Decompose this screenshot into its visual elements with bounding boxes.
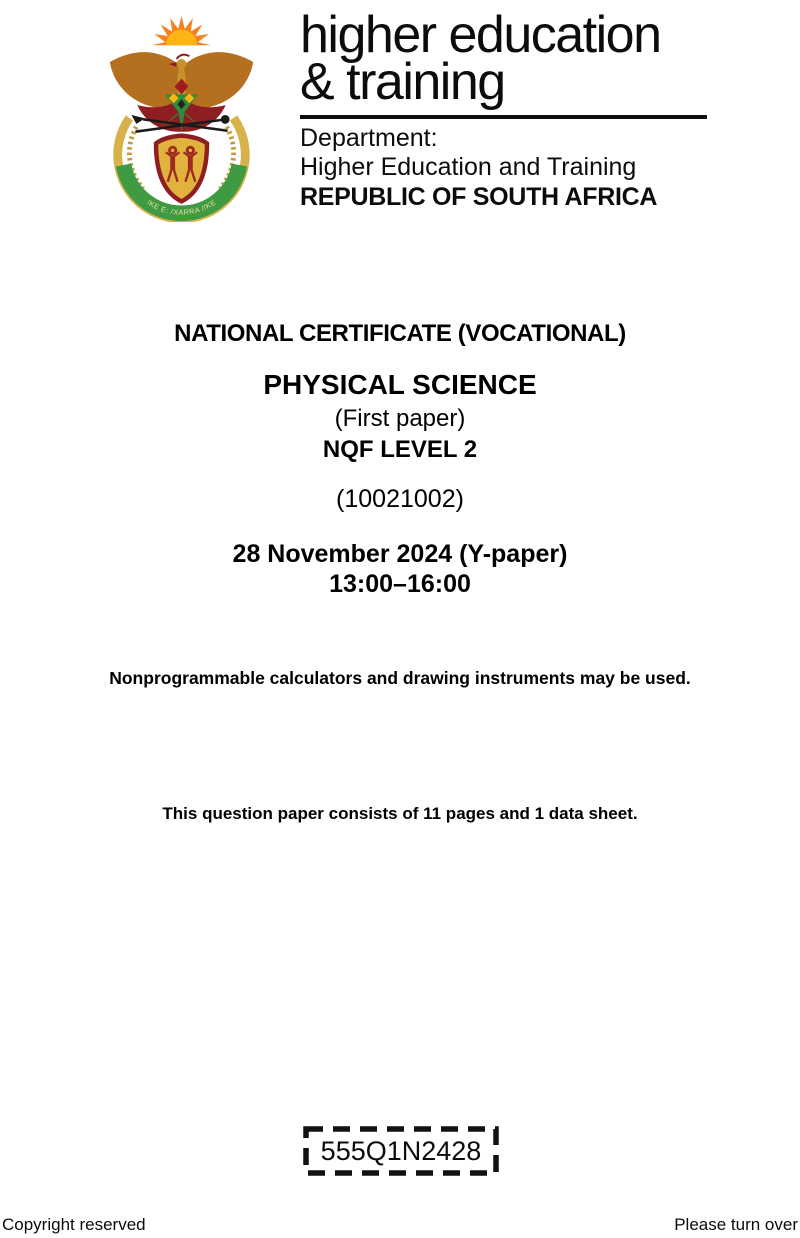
coat-of-arms-logo — [98, 8, 265, 222]
certificate-title: NATIONAL CERTIFICATE (VOCATIONAL) — [174, 320, 626, 347]
subject-title: PHYSICAL SCIENCE — [263, 369, 537, 400]
exam-code-box — [303, 1126, 499, 1176]
department-name: Higher Education and Training — [300, 153, 637, 182]
turn-over-note: Please turn over — [674, 1215, 798, 1234]
department-block — [300, 124, 657, 212]
pages-note: This question paper consists of 11 pages and 1 data sheet. — [162, 804, 638, 823]
exam-time: 13:00–16:00 — [329, 570, 471, 598]
masthead-divider — [300, 115, 707, 119]
nqf-level: NQF LEVEL 2 — [322, 436, 478, 463]
page-footer — [0, 1215, 800, 1235]
department-label: Department: — [300, 124, 438, 152]
sun-icon — [152, 16, 211, 45]
exam-code-value: 555Q1N2428 — [320, 1136, 482, 1166]
subject-code: (10021002) — [336, 485, 464, 513]
country-name: REPUBLIC OF SOUTH AFRICA — [300, 182, 658, 211]
calculators-note: Nonprogrammable calculators and drawing instruments may be used. — [109, 668, 691, 688]
copyright-note: Copyright reserved — [2, 1215, 146, 1234]
paper-subtitle: (First paper) — [334, 405, 466, 432]
wordmark — [300, 6, 661, 111]
wordmark-line2: & training — [300, 52, 505, 111]
shield — [156, 136, 207, 202]
exam-date: 28 November 2024 (Y-paper) — [232, 540, 568, 568]
motto-text: !KE E: /XARRA //KE — [145, 197, 218, 217]
wordmark-line1: higher education — [300, 6, 661, 64]
